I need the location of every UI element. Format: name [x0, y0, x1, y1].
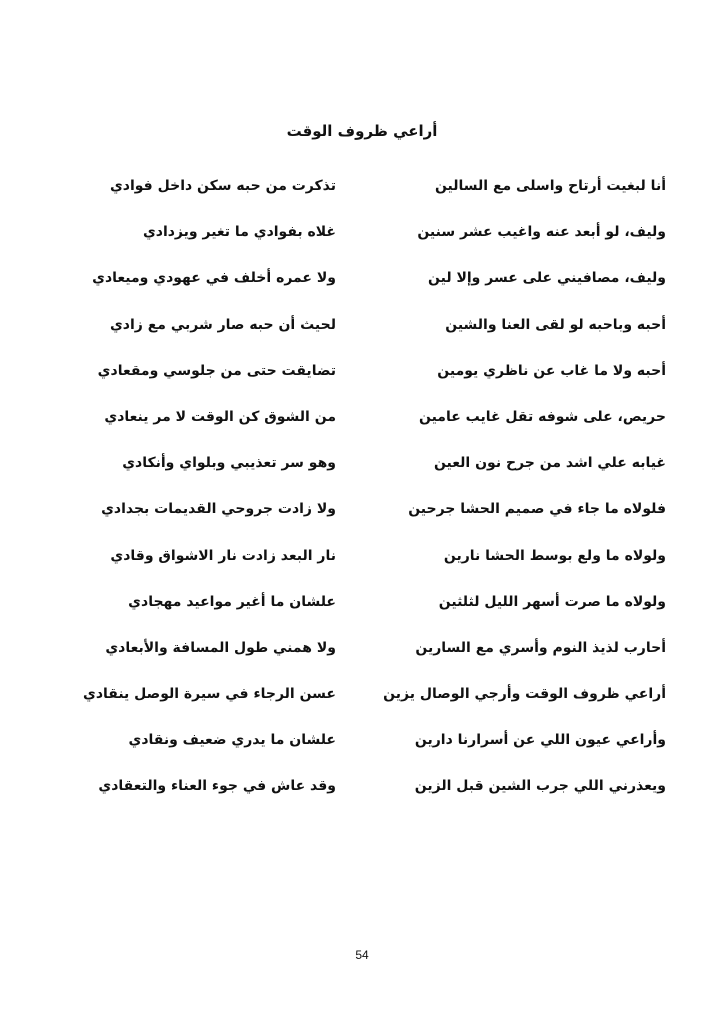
verse: [96, 772, 666, 818]
verse: [96, 588, 666, 634]
verse-first-hemistich: ولولاه ما صرت أسهر الليل لثلثين: [438, 593, 666, 610]
verse-second-hemistich: ولا زادت جروحي القديمات بجدادي: [101, 501, 336, 518]
verse: [92, 264, 666, 310]
poem-title: أراعي ظروف الوقت: [286, 122, 438, 140]
verse-first-hemistich: أحبه ولا ما غاب عن ناظري يومين: [437, 362, 666, 379]
verse: [96, 495, 666, 541]
verse-second-hemistich: غلاه بفوادي ما تغير ويزدادي: [142, 224, 336, 241]
verse: [96, 311, 666, 357]
verse-second-hemistich: من الشوق كن الوقت لا مر ينعادي: [104, 408, 336, 425]
verse-first-hemistich: وأراعي عيون اللي عن أسرارنا دارين: [414, 732, 666, 749]
verse: [96, 357, 666, 403]
verse-first-hemistich: فلولاه ما جاء في صميم الحشا جرحين: [408, 501, 666, 518]
poem-body: [82, 172, 666, 819]
verse: [96, 172, 666, 218]
verse-second-hemistich: علشان ما أغير مواعيد مهجادي: [128, 593, 336, 610]
verse-first-hemistich: حريص، على شوفه تقل غايب عامين: [418, 408, 666, 425]
verse: [96, 634, 666, 680]
verse-first-hemistich: ولولاه ما ولع بوسط الحشا نارين: [443, 547, 666, 564]
verse-first-hemistich: أنا لبغيت أرتاح واسلى مع السالين: [434, 178, 666, 194]
verse-first-hemistich: ويعذرني اللي جرب الشين قبل الزين: [414, 778, 666, 795]
verse-second-hemistich: تذكرت من حبه سكن داخل فوادي: [109, 178, 336, 194]
verse: [96, 449, 666, 495]
verse-second-hemistich: نار البعد زادت نار الاشواق وقادي: [110, 547, 336, 564]
verse-first-hemistich: غيابه علي اشد من جرح نون العين: [433, 455, 666, 472]
verse-second-hemistich: تضايقت حتى من جلوسي ومقعادي: [97, 362, 336, 379]
verse-first-hemistich: أراعي ظروف الوقت وأرجي الوصال يزين: [383, 686, 666, 703]
verse-second-hemistich: لحيث أن حبه صار شربي مع زادي: [109, 316, 336, 333]
verse-second-hemistich: علشان ما يدري ضعيف ونقادي: [128, 732, 336, 749]
verse-second-hemistich: ولا همني طول المسافة والأبعادي: [105, 639, 336, 656]
page-number: 54: [355, 948, 369, 962]
verse: [82, 680, 666, 726]
verse: [96, 542, 666, 588]
verse-second-hemistich: ولا عمره أخلف في عهودي وميعادي: [92, 270, 336, 287]
verse-second-hemistich: وهو سر تعذيبي وبلواي وأنكادي: [122, 455, 336, 472]
verse: [96, 218, 666, 264]
verse-first-hemistich: وليف، لو أبعد عنه واغيب عشر سنين: [417, 224, 666, 241]
verse: [96, 403, 666, 449]
verse-first-hemistich: وليف، مصافيني على عسر وإلا لين: [428, 270, 666, 287]
verse-second-hemistich: عسن الرجاء في سيرة الوصل ينقادي: [82, 686, 336, 703]
verse-second-hemistich: وقد عاش في جوء العناء والتعقادي: [98, 778, 336, 795]
verse-first-hemistich: أحارب لذيذ النوم وأسري مع السارين: [415, 639, 666, 656]
verse-first-hemistich: أحبه وباحبه لو لقى العنا والشين: [445, 316, 666, 333]
verse: [96, 726, 666, 772]
